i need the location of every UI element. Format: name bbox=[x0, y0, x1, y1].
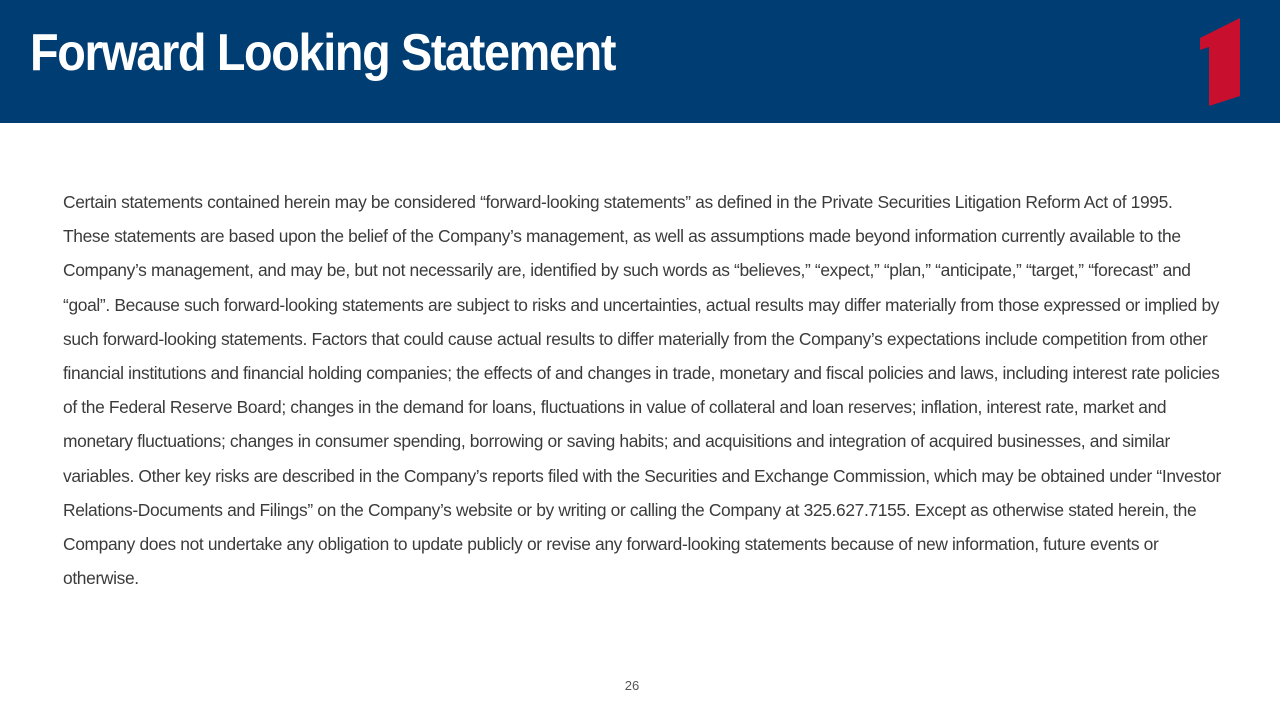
numeral-one-logo-icon bbox=[1200, 16, 1242, 108]
slide-title: Forward Looking Statement bbox=[30, 24, 616, 82]
page-number: 26 bbox=[624, 678, 640, 693]
header-banner bbox=[0, 0, 1280, 123]
forward-looking-statement-text: Certain statements contained herein may be considered “forward-looking statements” as defined in the Private Securities Litigation Reform Act of 1995. These statements are based upon the belief of the Company’s management, as well as assumptions made beyond information currently available to the Company’s management, and may be, but not necessarily are, identified by such words as “believes,” “expect,” “plan,” “anticipate,” “target,” “forecast” and “goal”. Because such forward-looking statements are subject to risks and uncertainties, actual results may differ materially from those expressed or implied by such forward-looking statements. Factors that could cause actual results to differ materially from the Company’s expectations include competition from other financial institutions and financial holding companies; the effects of and changes in trade, monetary and fiscal policies and laws, including interest rate policies of the Federal Reserve Board; changes in the demand for loans, fluctuations in value of collateral and loan reserves; inflation, interest rate, market and monetary fluctuations; changes in consumer spending, borrowing or saving habits; and acquisitions and integration of acquired businesses, and similar variables. Other key risks are described in the Company’s reports filed with the Securities and Exchange Commission, which may be obtained under “Investor Relations-Documents and Filings” on the Company’s website or by writing or calling the Company at 325.627.7155. Except as otherwise stated herein, the Company does not undertake any obligation to update publicly or revise any forward-looking statements because of new information, future events or otherwise. bbox=[63, 192, 1221, 589]
